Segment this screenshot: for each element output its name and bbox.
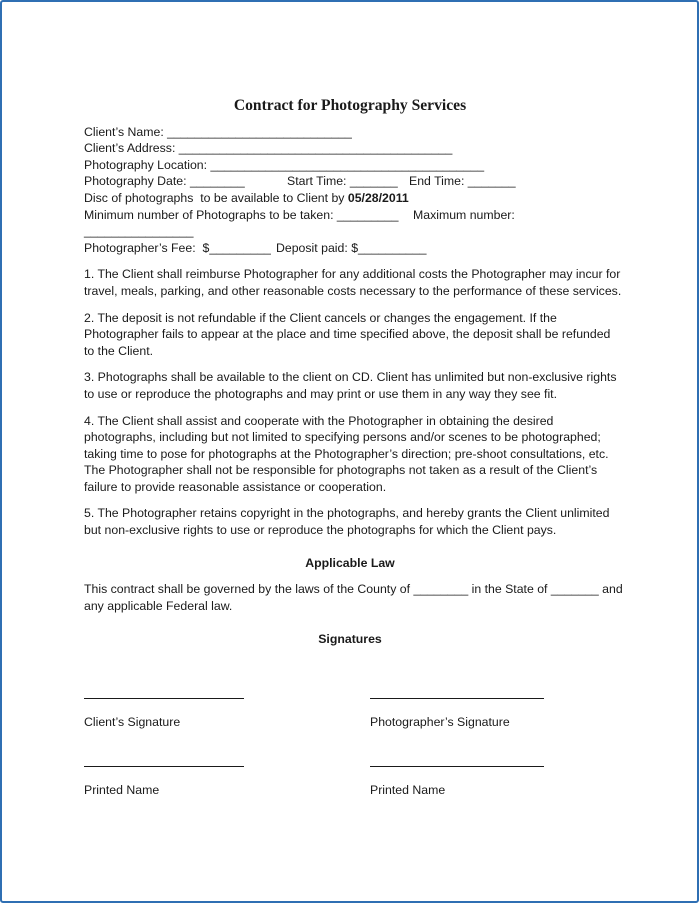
client-printed-name-label: Printed Name — [84, 783, 160, 797]
clause-4: 4. The Client shall assist and cooperate with the Photographer in obtaining the desired photographs, including but not limited to specifying persons and/or scenes to be photographed; taking time to pose for photographs at the Photographer’s direction; pre-shoot consultations, etc. The Photographer shall not be responsible for photographs not taken as a result of the Client’s failure to provide reasonable assistance or cooperation. — [84, 413, 609, 494]
photo-count-row — [84, 207, 624, 224]
end-time-field: End Time: _______ — [409, 174, 516, 189]
photographer-signature-line[interactable] — [370, 688, 544, 699]
client-signature-label: Client’s Signature — [84, 715, 181, 729]
photographer-printed-name-line[interactable] — [370, 756, 544, 767]
photographer-signature-label: Photographer’s Signature — [370, 715, 510, 729]
photographer-fee-field: Photographer’s Fee: $_________ — [84, 240, 271, 255]
client-address-field: Client’s Address: ________________________________________ — [84, 141, 453, 156]
signatures-heading: Signatures — [318, 632, 382, 647]
clause-5: 5. The Photographer retains copyright in the photographs, and hereby grants the Client unlimited but non-exclusive rights to use or reproduce the photographs for which the Client pays. — [84, 506, 610, 538]
disc-date: 05/28/2011 — [347, 190, 409, 205]
clause-1: 1. The Client shall reimburse Photographer for any additional costs the Photographer may incur for travel, meals, parking, and other reasonable costs necessary to the performance of these services. — [84, 267, 622, 298]
document-title: Contract for Photography Services — [233, 97, 467, 114]
disc-availability-line — [84, 190, 624, 207]
disc-text: Disc of photographs to be available to Client by — [84, 190, 348, 205]
photography-location-field: Photography Location: ________________________________________ — [84, 157, 485, 172]
client-signature-line[interactable] — [84, 688, 244, 699]
photographer-printed-name-label: Printed Name — [370, 783, 446, 797]
maximum-photos-label: Maximum number: — [413, 207, 515, 222]
fee-row — [84, 240, 624, 257]
minimum-photos-field: Minimum number of Photographs to be taken: _________ — [84, 207, 399, 222]
photography-date-field: Photography Date: ________ — [84, 174, 245, 189]
applicable-law-text: This contract shall be governed by the laws of the County of ________ in the State of _______ and any applicable Federal law. — [84, 582, 623, 613]
client-signature-column — [84, 688, 244, 798]
clause-3: 3. Photographs shall be available to the client on CD. Client has unlimited but non-exclusive rights to use or reproduce the photographs and may print or use them in any way they see fit. — [84, 370, 617, 401]
date-time-row — [84, 173, 624, 190]
maximum-photos-blank: ________________ — [84, 224, 194, 239]
start-time-field: Start Time: _______ — [287, 174, 398, 189]
photographer-signature-column — [370, 688, 544, 798]
contract-document — [84, 98, 624, 658]
client-printed-name-line[interactable] — [84, 756, 244, 767]
deposit-paid-field: Deposit paid: $__________ — [276, 240, 427, 255]
client-name-field: Client’s Name: ___________________________ — [84, 124, 352, 139]
applicable-law-heading: Applicable Law — [305, 555, 395, 570]
clause-2: 2. The deposit is not refundable if the Client cancels or changes the engagement. If the Photographer fails to appear at the place and time specified above, the deposit shall be refunded to the Client. — [84, 310, 611, 358]
